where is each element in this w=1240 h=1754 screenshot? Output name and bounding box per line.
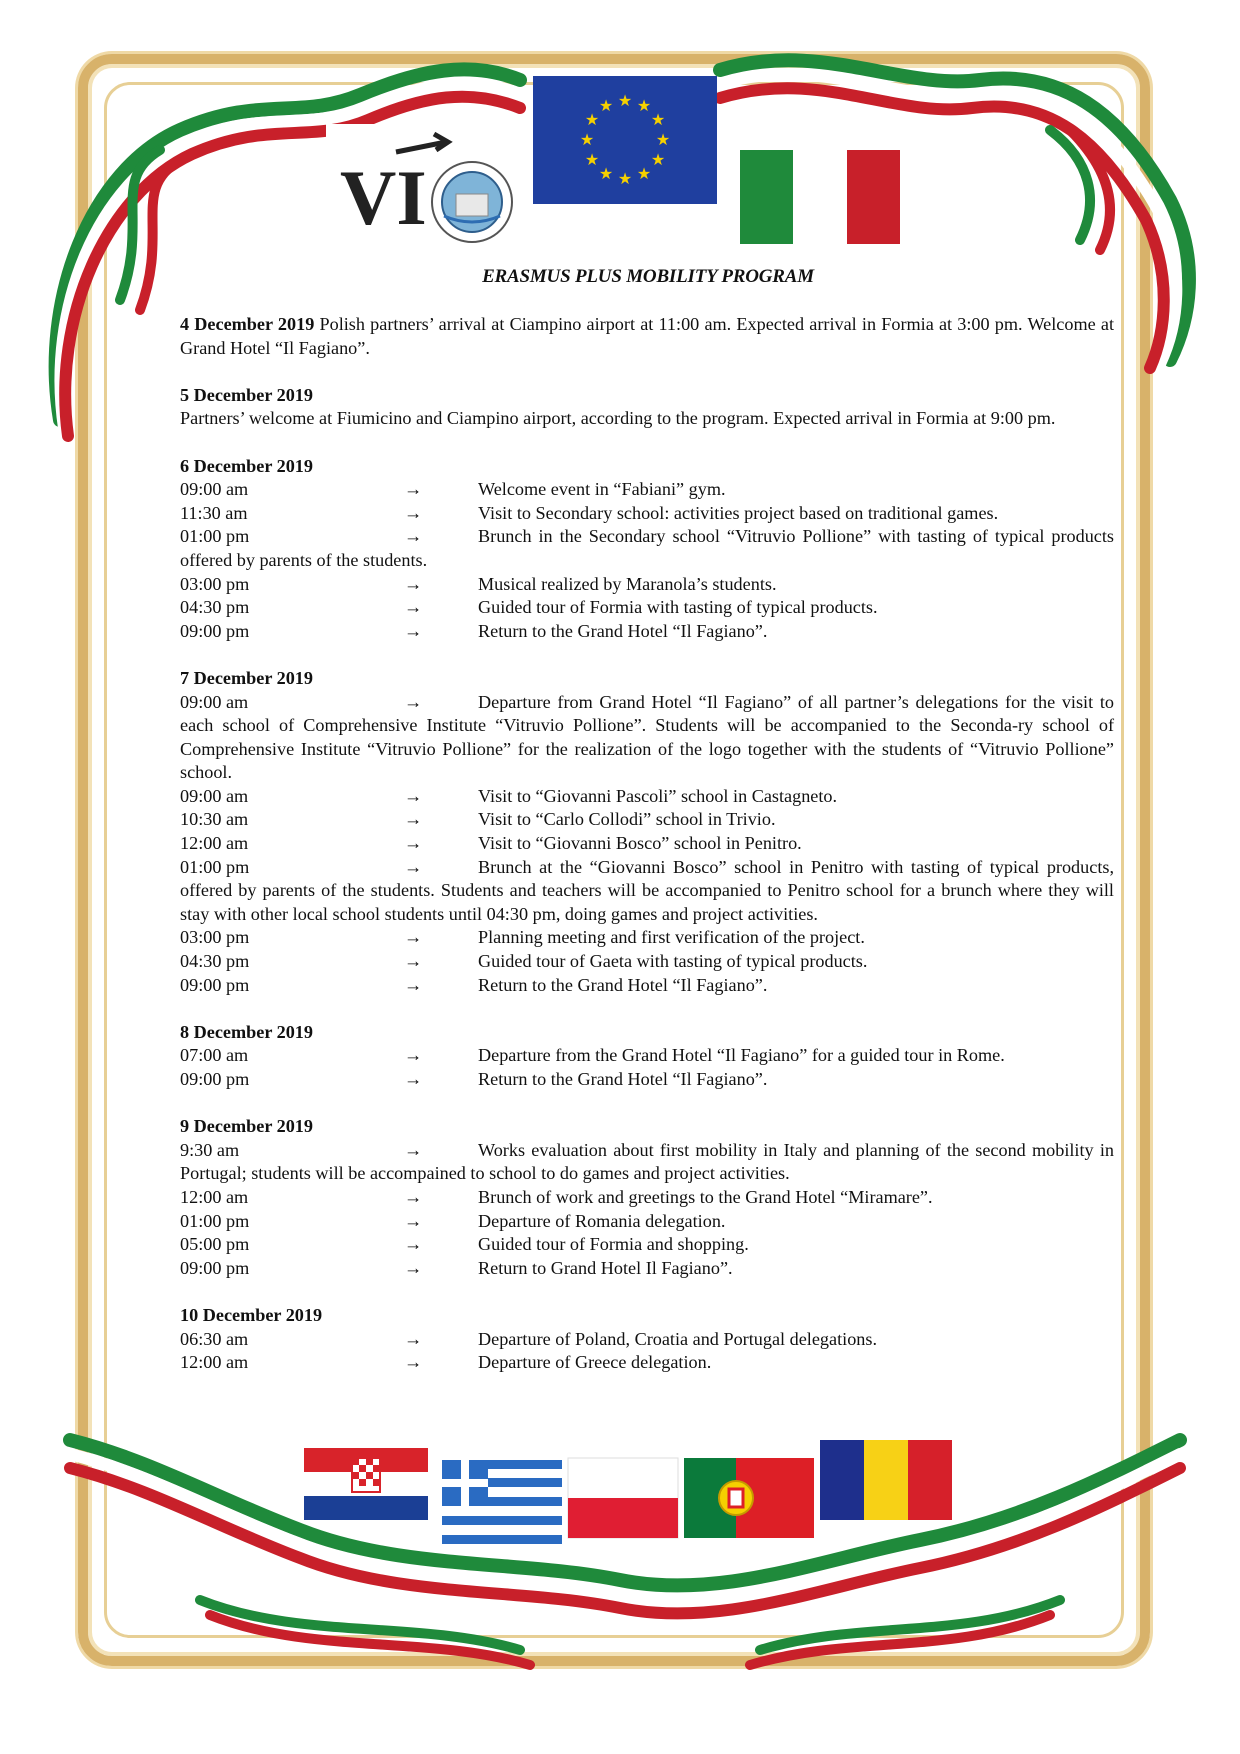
schedule-description: Departure of Poland, Croatia and Portugal delegations. (478, 1328, 878, 1349)
schedule-description: Return to Grand Hotel Il Fagiano”. (478, 1257, 733, 1278)
day-title: 5 December 2019 (180, 384, 313, 405)
arrow-icon: → (404, 1045, 423, 1066)
svg-text:★: ★ (636, 166, 652, 183)
schedule-time: 03:00 pm (180, 573, 250, 594)
schedule-time: 09:00 pm (180, 1257, 250, 1278)
schedule-description: Departure from the Grand Hotel “Il Fagiano” for a guided tour in Rome. (478, 1045, 1005, 1066)
schedule-description: Return to the Grand Hotel “Il Fagiano”. (478, 620, 768, 641)
schedule-row (180, 1044, 1114, 1068)
schedule-description: Guided tour of Formia and shopping. (478, 1234, 749, 1255)
schedule-description: Visit to “Giovanni Pascoli” school in Castagneto. (478, 785, 838, 806)
school-logo-letters: VI (340, 154, 427, 241)
intro-text: Polish partners’ arrival at Ciampino airport at 11:00 am. Expected arrival in Formia at 3:00 pm. Welcome at Grand Hotel “Il Fagiano”. (180, 314, 1114, 358)
schedule-description: Brunch in the Secondary school “Vitruvio Pollione” with tasting of typical products offered by parents of the students. (180, 526, 1114, 570)
svg-text:★: ★ (584, 112, 600, 129)
schedule-description: Return to the Grand Hotel “Il Fagiano”. (478, 1069, 768, 1089)
arrow-icon: → (404, 856, 423, 877)
day-title: 6 December 2019 (180, 455, 313, 476)
schedule-row (180, 573, 1114, 597)
schedule-description: Departure of Romania delegation. (478, 1210, 726, 1231)
schedule-time: 05:00 pm (180, 1234, 250, 1255)
schedule-row (180, 620, 1114, 644)
schedule-time: 06:30 am (180, 1328, 249, 1349)
schedule-description: Guided tour of Gaeta with tasting of typical products. (478, 951, 868, 972)
day-5-december (180, 384, 1114, 431)
arrow-icon: → (404, 1069, 423, 1089)
schedule-row (180, 1351, 1114, 1375)
schedule-row (180, 502, 1114, 526)
arrow-icon: → (404, 833, 423, 854)
schedule-time: 09:00 pm (180, 1069, 250, 1089)
day-8-december (180, 1021, 1114, 1092)
schedule-row (180, 525, 1114, 572)
schedule-description: Visit to “Carlo Collodi” school in Trivio. (478, 809, 776, 830)
svg-text:★: ★ (579, 132, 595, 149)
arrow-icon: → (404, 1352, 423, 1373)
schedule-row (180, 1210, 1114, 1234)
arrow-icon: → (404, 1328, 423, 1349)
arrow-icon: → (404, 951, 423, 972)
arrow-icon: → (404, 1210, 423, 1231)
svg-text:★: ★ (598, 166, 614, 183)
schedule-time: 01:00 pm (180, 526, 250, 547)
schedule-description: Musical realized by Maranola’s students. (478, 573, 777, 594)
day-9-december (180, 1115, 1114, 1280)
svg-text:★: ★ (655, 132, 671, 149)
italy-flag-icon (740, 150, 900, 244)
schedule-description: Brunch of work and greetings to the Grand Hotel “Miramare”. (478, 1186, 933, 1207)
arrow-icon: → (404, 502, 423, 523)
day-7-december (180, 667, 1114, 997)
schedule-time: 9:30 am (180, 1139, 240, 1160)
schedule-row (180, 785, 1114, 809)
schedule-time: 09:00 pm (180, 974, 250, 995)
schedule-description: Visit to “Giovanni Bosco” school in Penitro. (478, 833, 802, 854)
arrow-icon: → (404, 974, 423, 995)
arrow-icon: → (404, 691, 423, 712)
svg-text:★: ★ (617, 171, 633, 188)
schedule-row (180, 1139, 1114, 1186)
schedule-description: Works evaluation about first mobility in Italy and planning of the second mobility in Portugal; students will be accompained to school to do games and project activities. (180, 1139, 1114, 1184)
arrow-icon: → (404, 809, 423, 830)
day-title: 10 December 2019 (180, 1304, 323, 1325)
program-content (180, 313, 1114, 1398)
schedule-row (180, 478, 1114, 502)
schedule-description: Return to the Grand Hotel “Il Fagiano”. (478, 974, 768, 995)
schedule-row (180, 926, 1114, 950)
schedule-description: Departure from Grand Hotel “Il Fagiano” of all partner’s delegations for the visit to each school of Comprehensive Institute “Vitruvio Pollione”. Students will be accompanied to the Seconda-ry school of Comprehensive Institute “Vitruvio Pollione” for the realization of the logo together with the students of “Vitruvio Pollione” school. (180, 691, 1114, 783)
schedule-time: 11:30 am (180, 502, 248, 523)
schedule-row (180, 856, 1114, 927)
schedule-time: 07:00 am (180, 1045, 249, 1066)
schedule-time: 12:00 am (180, 833, 249, 854)
schedule-time: 10:30 am (180, 809, 249, 830)
schedule-row (180, 1068, 1114, 1092)
schedule-row (180, 832, 1114, 856)
school-logo-icon (326, 124, 522, 256)
schedule-time: 09:00 am (180, 785, 249, 806)
schedule-description: Visit to Secondary school: activities project based on traditional games. (478, 502, 999, 523)
arrow-icon: → (404, 597, 423, 618)
day-text: Partners’ welcome at Fiumicino and Ciampino airport, according to the program. Expected arrival in Formia at 9:00 pm. (180, 408, 1056, 429)
schedule-row (180, 691, 1114, 785)
svg-text:★: ★ (598, 98, 614, 115)
schedule-row (180, 1233, 1114, 1257)
schedule-time: 01:00 pm (180, 1210, 250, 1231)
eu-flag-icon (533, 76, 717, 204)
arrow-icon: → (404, 1234, 423, 1255)
day-title: 7 December 2019 (180, 667, 313, 688)
arrow-icon: → (404, 479, 423, 500)
schedule-description: Brunch at the “Giovanni Bosco” school in Penitro with tasting of typical products, offered by parents of the students. Students and teachers will be accompanied to Penitro school for a brunch where they will stay with other local school students until 04:30 pm, doing games and project activities. (180, 856, 1114, 924)
schedule-row (180, 808, 1114, 832)
page-title: ERASMUS PLUS MOBILITY PROGRAM (482, 266, 814, 287)
arrow-icon: → (404, 573, 423, 594)
schedule-description: Welcome event in “Fabiani” gym. (478, 479, 726, 500)
arrow-icon: → (404, 1257, 423, 1278)
intro-date: 4 December 2019 (180, 314, 315, 334)
schedule-time: 01:00 pm (180, 856, 250, 877)
svg-text:★: ★ (650, 152, 666, 169)
day-title: 8 December 2019 (180, 1021, 313, 1042)
schedule-time: 09:00 pm (180, 620, 250, 641)
schedule-row (180, 596, 1114, 620)
schedule-time: 09:00 am (180, 479, 249, 500)
arrow-icon: → (404, 927, 423, 948)
schedule-time: 09:00 am (180, 691, 249, 712)
svg-text:★: ★ (650, 112, 666, 129)
schedule-time: 04:30 pm (180, 597, 250, 618)
schedule-time: 12:00 am (180, 1352, 249, 1373)
svg-text:★: ★ (636, 98, 652, 115)
schedule-row (180, 1257, 1114, 1281)
day-title: 9 December 2019 (180, 1116, 313, 1137)
day-6-december (180, 455, 1114, 644)
schedule-row (180, 1328, 1114, 1352)
schedule-description: Planning meeting and first verification of the project. (478, 927, 865, 948)
arrow-icon: → (404, 1139, 423, 1160)
arrow-icon: → (404, 1186, 423, 1207)
arrow-icon: → (404, 620, 423, 641)
schedule-description: Departure of Greece delegation. (478, 1352, 712, 1373)
schedule-row (180, 950, 1114, 974)
day-4-december (180, 313, 1114, 360)
schedule-time: 04:30 pm (180, 951, 250, 972)
schedule-description: Guided tour of Formia with tasting of typical products. (478, 597, 878, 618)
schedule-row (180, 974, 1114, 998)
day-10-december (180, 1304, 1114, 1375)
schedule-row (180, 1186, 1114, 1210)
arrow-icon: → (404, 526, 423, 547)
svg-text:★: ★ (584, 152, 600, 169)
arrow-icon: → (404, 785, 423, 806)
school-logo (326, 124, 522, 256)
schedule-time: 03:00 pm (180, 927, 250, 948)
intro-paragraph (180, 313, 1114, 360)
schedule-time: 12:00 am (180, 1186, 249, 1207)
svg-text:★: ★ (617, 93, 633, 110)
